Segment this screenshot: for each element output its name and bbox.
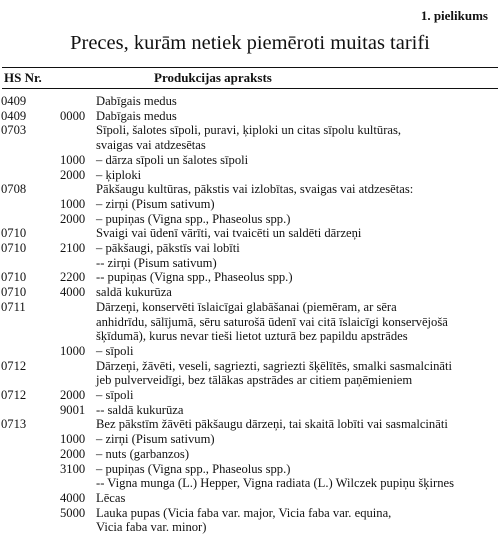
table-row	[0, 506, 500, 535]
description-line: Lēcas	[96, 490, 126, 505]
product-description	[96, 94, 496, 109]
description-line: -- saldā kukurūza	[96, 402, 184, 417]
product-description	[96, 300, 496, 344]
product-description	[96, 182, 496, 197]
hs-heading-code: 0713	[1, 417, 27, 432]
table-row	[0, 462, 500, 491]
product-description	[96, 241, 496, 270]
hs-subheading-code: 1000	[60, 432, 86, 447]
hs-subheading-code: 2000	[60, 167, 86, 182]
table-row	[0, 123, 500, 152]
description-line: saldā kukurūza	[96, 285, 172, 300]
table-row	[0, 491, 500, 506]
description-line: – sīpoli	[96, 388, 134, 403]
product-description	[96, 109, 496, 124]
hs-heading-code: 0409	[1, 94, 27, 108]
hs-subheading-code: 2200	[60, 270, 86, 285]
table-row	[0, 153, 500, 168]
description-line: jeb pulverveidīgi, bez tālākas apstrādes ar citiem paņēmieniem	[96, 373, 413, 388]
description-line: Dabīgais medus	[96, 94, 177, 108]
description-line: Sīpoli, šalotes sīpoli, puravi, ķiploki un citas sīpolu kultūras,	[96, 123, 402, 138]
hs-subheading-code: 9001	[60, 402, 86, 417]
description-line: – zirņi (Pisum sativum)	[96, 196, 215, 211]
header-top-rule	[2, 67, 498, 68]
description-line: – ķiploki	[96, 167, 142, 182]
description-line: – pupiņas (Vigna spp., Phaseolus spp.)	[96, 211, 291, 226]
description-line: Lauka pupas (Vicia faba var. major, Vicia faba var. equina,	[96, 505, 392, 520]
description-line: -- pupiņas (Vigna spp., Phaseolus spp.)	[96, 270, 293, 285]
description-line: – nuts (garbanzos)	[96, 446, 190, 461]
description-line: -- Vigna munga (L.) Hepper, Vigna radiata (L.) Wilczek pupiņu šķirnes	[96, 476, 455, 491]
product-description	[96, 417, 496, 432]
product-description	[96, 491, 496, 506]
product-description	[96, 212, 496, 227]
hs-subheading-code: 5000	[60, 505, 86, 520]
product-description	[96, 359, 496, 388]
description-line: Dārzeņi, konservēti īslaicīgai glabāšanai (piemēram, ar sēra	[96, 299, 397, 314]
hs-subheading-code: 1000	[60, 343, 86, 358]
product-description	[96, 168, 496, 183]
description-line: – dārza sīpoli un šalotes sīpoli	[96, 152, 249, 167]
description-line: – sīpoli	[96, 343, 134, 358]
description-line: svaigas vai atdzesētas	[96, 138, 206, 153]
annex-label: 1. pielikums	[420, 8, 488, 23]
product-table-body	[0, 94, 500, 535]
table-row	[0, 270, 500, 285]
hs-subheading-code: 1000	[60, 152, 86, 167]
description-line: – zirņi (Pisum sativum)	[96, 432, 215, 447]
hs-heading-code: 0409	[1, 108, 27, 123]
hs-subheading-code: 2000	[60, 211, 86, 226]
description-line: anhidrīdu, sālījumā, sēru saturošā ūdenī vai citā īslaicīgi konservējošā	[96, 314, 448, 329]
hs-heading-code: 0712	[1, 358, 27, 373]
table-row	[0, 241, 500, 270]
description-line: Bez pākstīm žāvēti pākšaugu dārzeņi, tai skaitā lobīti vai sasmalcināti	[96, 417, 448, 432]
product-description	[96, 226, 496, 241]
hs-subheading-code: 0000	[60, 108, 86, 123]
product-description	[96, 447, 496, 462]
product-description	[96, 270, 496, 285]
document-title: Preces, kurām netiek piemēroti muitas tarifi	[70, 32, 430, 54]
product-description	[96, 285, 496, 300]
table-row	[0, 182, 500, 197]
table-row	[0, 94, 500, 109]
table-row	[0, 197, 500, 212]
table-row	[0, 359, 500, 388]
hs-heading-code: 0708	[1, 182, 27, 197]
hs-subheading-code: 4000	[60, 490, 86, 505]
table-row	[0, 212, 500, 227]
product-description	[96, 123, 496, 152]
product-description	[96, 432, 496, 447]
product-description	[96, 403, 496, 418]
hs-heading-code: 0710	[1, 285, 27, 300]
description-line: Dabīgais medus	[96, 108, 177, 123]
product-description	[96, 197, 496, 212]
hs-subheading-code: 1000	[60, 196, 86, 211]
hs-heading-code: 0710	[1, 226, 27, 241]
product-description	[96, 344, 496, 359]
product-description	[96, 388, 496, 403]
hs-subheading-code: 2000	[60, 388, 86, 403]
product-description	[96, 506, 496, 535]
table-row	[0, 432, 500, 447]
hs-heading-code: 0712	[1, 388, 27, 403]
hs-heading-code: 0710	[1, 241, 27, 256]
header-bottom-rule	[2, 88, 498, 89]
table-row	[0, 168, 500, 183]
table-row	[0, 109, 500, 124]
description-line: Vicia faba var. minor)	[96, 520, 207, 535]
column-header-description: Produkcijas apraksts	[154, 70, 272, 85]
table-row	[0, 447, 500, 462]
description-line: -- zirņi (Pisum sativum)	[96, 255, 217, 270]
description-line: šķīdumā), kurus nevar tieši lietot uzturā bez papildu apstrādes	[96, 329, 408, 344]
table-row	[0, 417, 500, 432]
product-description	[96, 153, 496, 168]
table-row	[0, 285, 500, 300]
table-row	[0, 300, 500, 344]
description-line: Dārzeņi, žāvēti, veseli, sagriezti, sagriezti šķēlītēs, smalki sasmalcināti	[96, 358, 452, 373]
hs-heading-code: 0710	[1, 270, 27, 285]
table-row	[0, 403, 500, 418]
description-line: Pākšaugu kultūras, pākstis vai izlobītas, svaigas vai atdzesētas:	[96, 182, 414, 197]
hs-heading-code: 0711	[1, 299, 26, 314]
table-row	[0, 344, 500, 359]
table-row	[0, 226, 500, 241]
hs-subheading-code: 4000	[60, 285, 86, 300]
hs-subheading-code: 2100	[60, 241, 86, 256]
hs-subheading-code: 3100	[60, 461, 86, 476]
hs-subheading-code: 2000	[60, 446, 86, 461]
column-header-hs: HS Nr.	[4, 70, 42, 85]
description-line: – pākšaugi, pākstīs vai lobīti	[96, 241, 240, 256]
product-description	[96, 462, 496, 491]
description-line: – pupiņas (Vigna spp., Phaseolus spp.)	[96, 461, 291, 476]
hs-heading-code: 0703	[1, 123, 27, 138]
description-line: Svaigi vai ūdenī vārīti, vai tvaicēti un saldēti dārzeņi	[96, 226, 362, 241]
table-row	[0, 388, 500, 403]
